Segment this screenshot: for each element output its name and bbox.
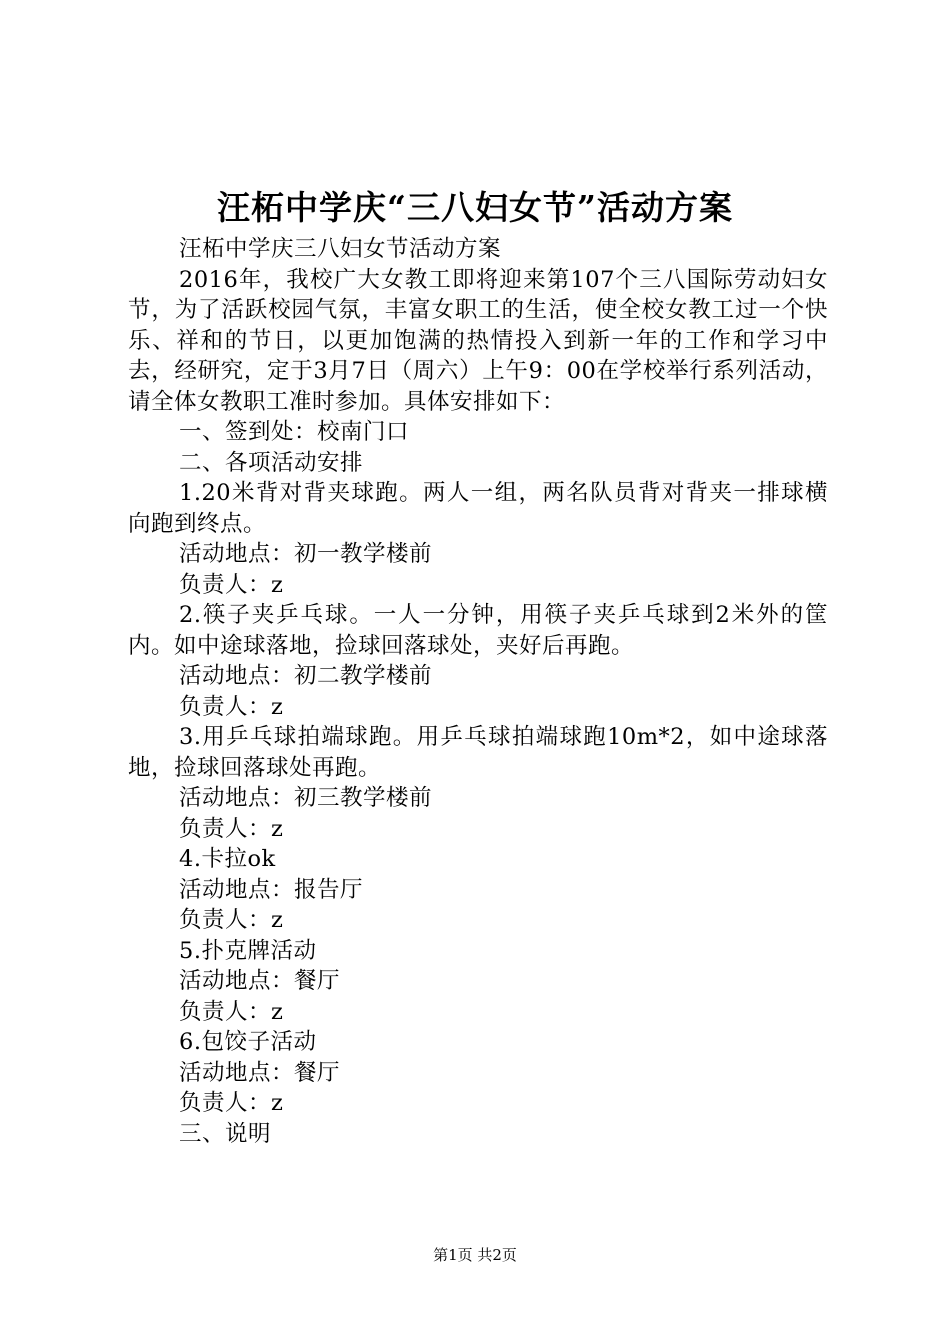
section-signin: 一、签到处：校南门口 bbox=[179, 419, 410, 445]
activity-2-description: 2.筷子夹乒乓球。一人一分钟，用筷子夹乒乓球到2米外的筐内。如中途球落地，捡球回落球处，夹好后再跑。 bbox=[128, 602, 828, 659]
activity-2-leader: 负责人：z bbox=[179, 693, 284, 720]
activity-6-leader: 负责人：z bbox=[179, 1090, 284, 1116]
activity-3-leader: 负责人：z bbox=[179, 815, 284, 842]
activity-3-location: 活动地点：初三教学楼前 bbox=[179, 785, 433, 811]
activity-6-location: 活动地点：餐厅 bbox=[179, 1059, 341, 1086]
activity-1-leader: 负责人：z bbox=[179, 571, 284, 598]
activity-6-description: 6.包饺子活动 bbox=[179, 1029, 317, 1055]
activity-4-leader: 负责人：z bbox=[179, 907, 284, 933]
activity-5-leader: 负责人：z bbox=[179, 998, 284, 1025]
subtitle-paragraph: 汪柘中学庆三八妇女节活动方案 bbox=[179, 236, 502, 262]
activity-5-description: 5.扑克牌活动 bbox=[179, 937, 317, 964]
section-activities: 二、各项活动安排 bbox=[179, 449, 364, 476]
activity-4-location: 活动地点：报告厅 bbox=[179, 876, 364, 903]
activity-5-location: 活动地点：餐厅 bbox=[179, 968, 341, 994]
document-body bbox=[128, 234, 828, 1149]
intro-paragraph: 2016年，我校广大女教工即将迎来第107个三八国际劳动妇女节，为了活跃校园气氛，丰富女职工的生活，使全校女教工过一个快乐、祥和的节日，以更加饱满的热情投入到新一年的工作和学习中去，经研究，定于3月7日（周六）上午9：00在学校举行系列活动，请全体女教职工准时参加。具体安排如下： bbox=[128, 266, 828, 415]
document-title: 汪柘中学庆“三八妇女节”活动方案 bbox=[217, 188, 733, 227]
activity-1-description: 1.20米背对背夹球跑。两人一组，两名队员背对背夹一排球横向跑到终点。 bbox=[128, 480, 828, 537]
page-number: 第1页 bbox=[433, 1246, 473, 1264]
page-total: 共2页 bbox=[477, 1246, 517, 1264]
activity-1-location: 活动地点：初一教学楼前 bbox=[179, 541, 433, 567]
page-footer bbox=[0, 1244, 950, 1266]
activity-3-description: 3.用乒乓球拍端球跑。用乒乓球拍端球跑10m*2，如中途球落地，捡球回落球处再跑。 bbox=[128, 724, 828, 781]
activity-2-location: 活动地点：初二教学楼前 bbox=[179, 663, 433, 689]
section-notes: 三、说明 bbox=[179, 1120, 272, 1147]
activity-4-description: 4.卡拉ok bbox=[179, 846, 276, 872]
